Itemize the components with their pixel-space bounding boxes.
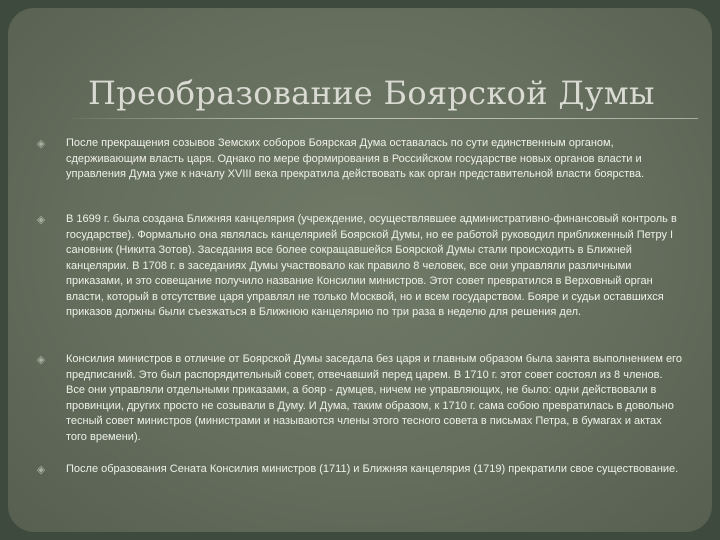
- bullet-icon: ◈: [36, 137, 46, 150]
- bullet-list: [8, 8, 712, 532]
- bullet-text: После прекращения созывов Земских соборов Боярская Дума оставалась по сути единственным органом, сдерживающим власть царя. Однако по мере формирования в Российском государстве новых органов власти и управления Дума уже к началу XVIII века прекратила действовать как орган представительной власти боярства.: [66, 137, 645, 180]
- bullet-text: Консилия министров в отличие от Боярской Думы заседала без царя и главным образом была занята выполнением его предписаний. Это был распорядительный совет, отвечавший перед царем. В 1710 г. этот совет состоял из 8 членов. Все они управляли отдельными приказами, а бояр - думцев, ничем не управляющих, не было: одни действовали в провинции, других просто не созывали в Думу. И Дума, таким образом, к 1710 г. сама собою превратилась в довольно тесный совет министров (министрами и называются члены этого тесного совета в письмах Петра, в бумагах и актах того времени).: [66, 353, 682, 443]
- bullet-text: После образования Сената Консилия министров (1711) и Ближняя канцелярия (1719) прекратили свое существование.: [66, 463, 679, 475]
- bullet-icon: ◈: [36, 463, 46, 476]
- bullet-icon: ◈: [36, 213, 46, 226]
- slide-title: Преобразование Боярской Думы: [88, 74, 655, 112]
- bullet-icon: ◈: [36, 353, 46, 366]
- bullet-text: В 1699 г. была создана Ближняя канцелярия (учреждение, осуществлявшее административно-финансовый контроль в государстве). Формально она являлась канцелярией Боярской Думы, но ее работой руководил приближенный Петру I сановник (Никита Зотов). Заседания все более сокращавшейся Боярской Думы стали происходить в Ближней канцелярии. В 1708 г. в заседаниях Думы участвовало как правило 8 человек, все они управляли различными приказами, и это совещание получило название Консилии министров. Этот совет превратился в Верховный орган власти, который в отсутствие царя управлял не только Москвой, но и всем государством. Бояре и судьи оставшихся приказов должны были съезжаться в Ближнюю канцелярию по три раза в неделю для решения дел.: [66, 213, 677, 318]
- slide-panel: [8, 8, 712, 532]
